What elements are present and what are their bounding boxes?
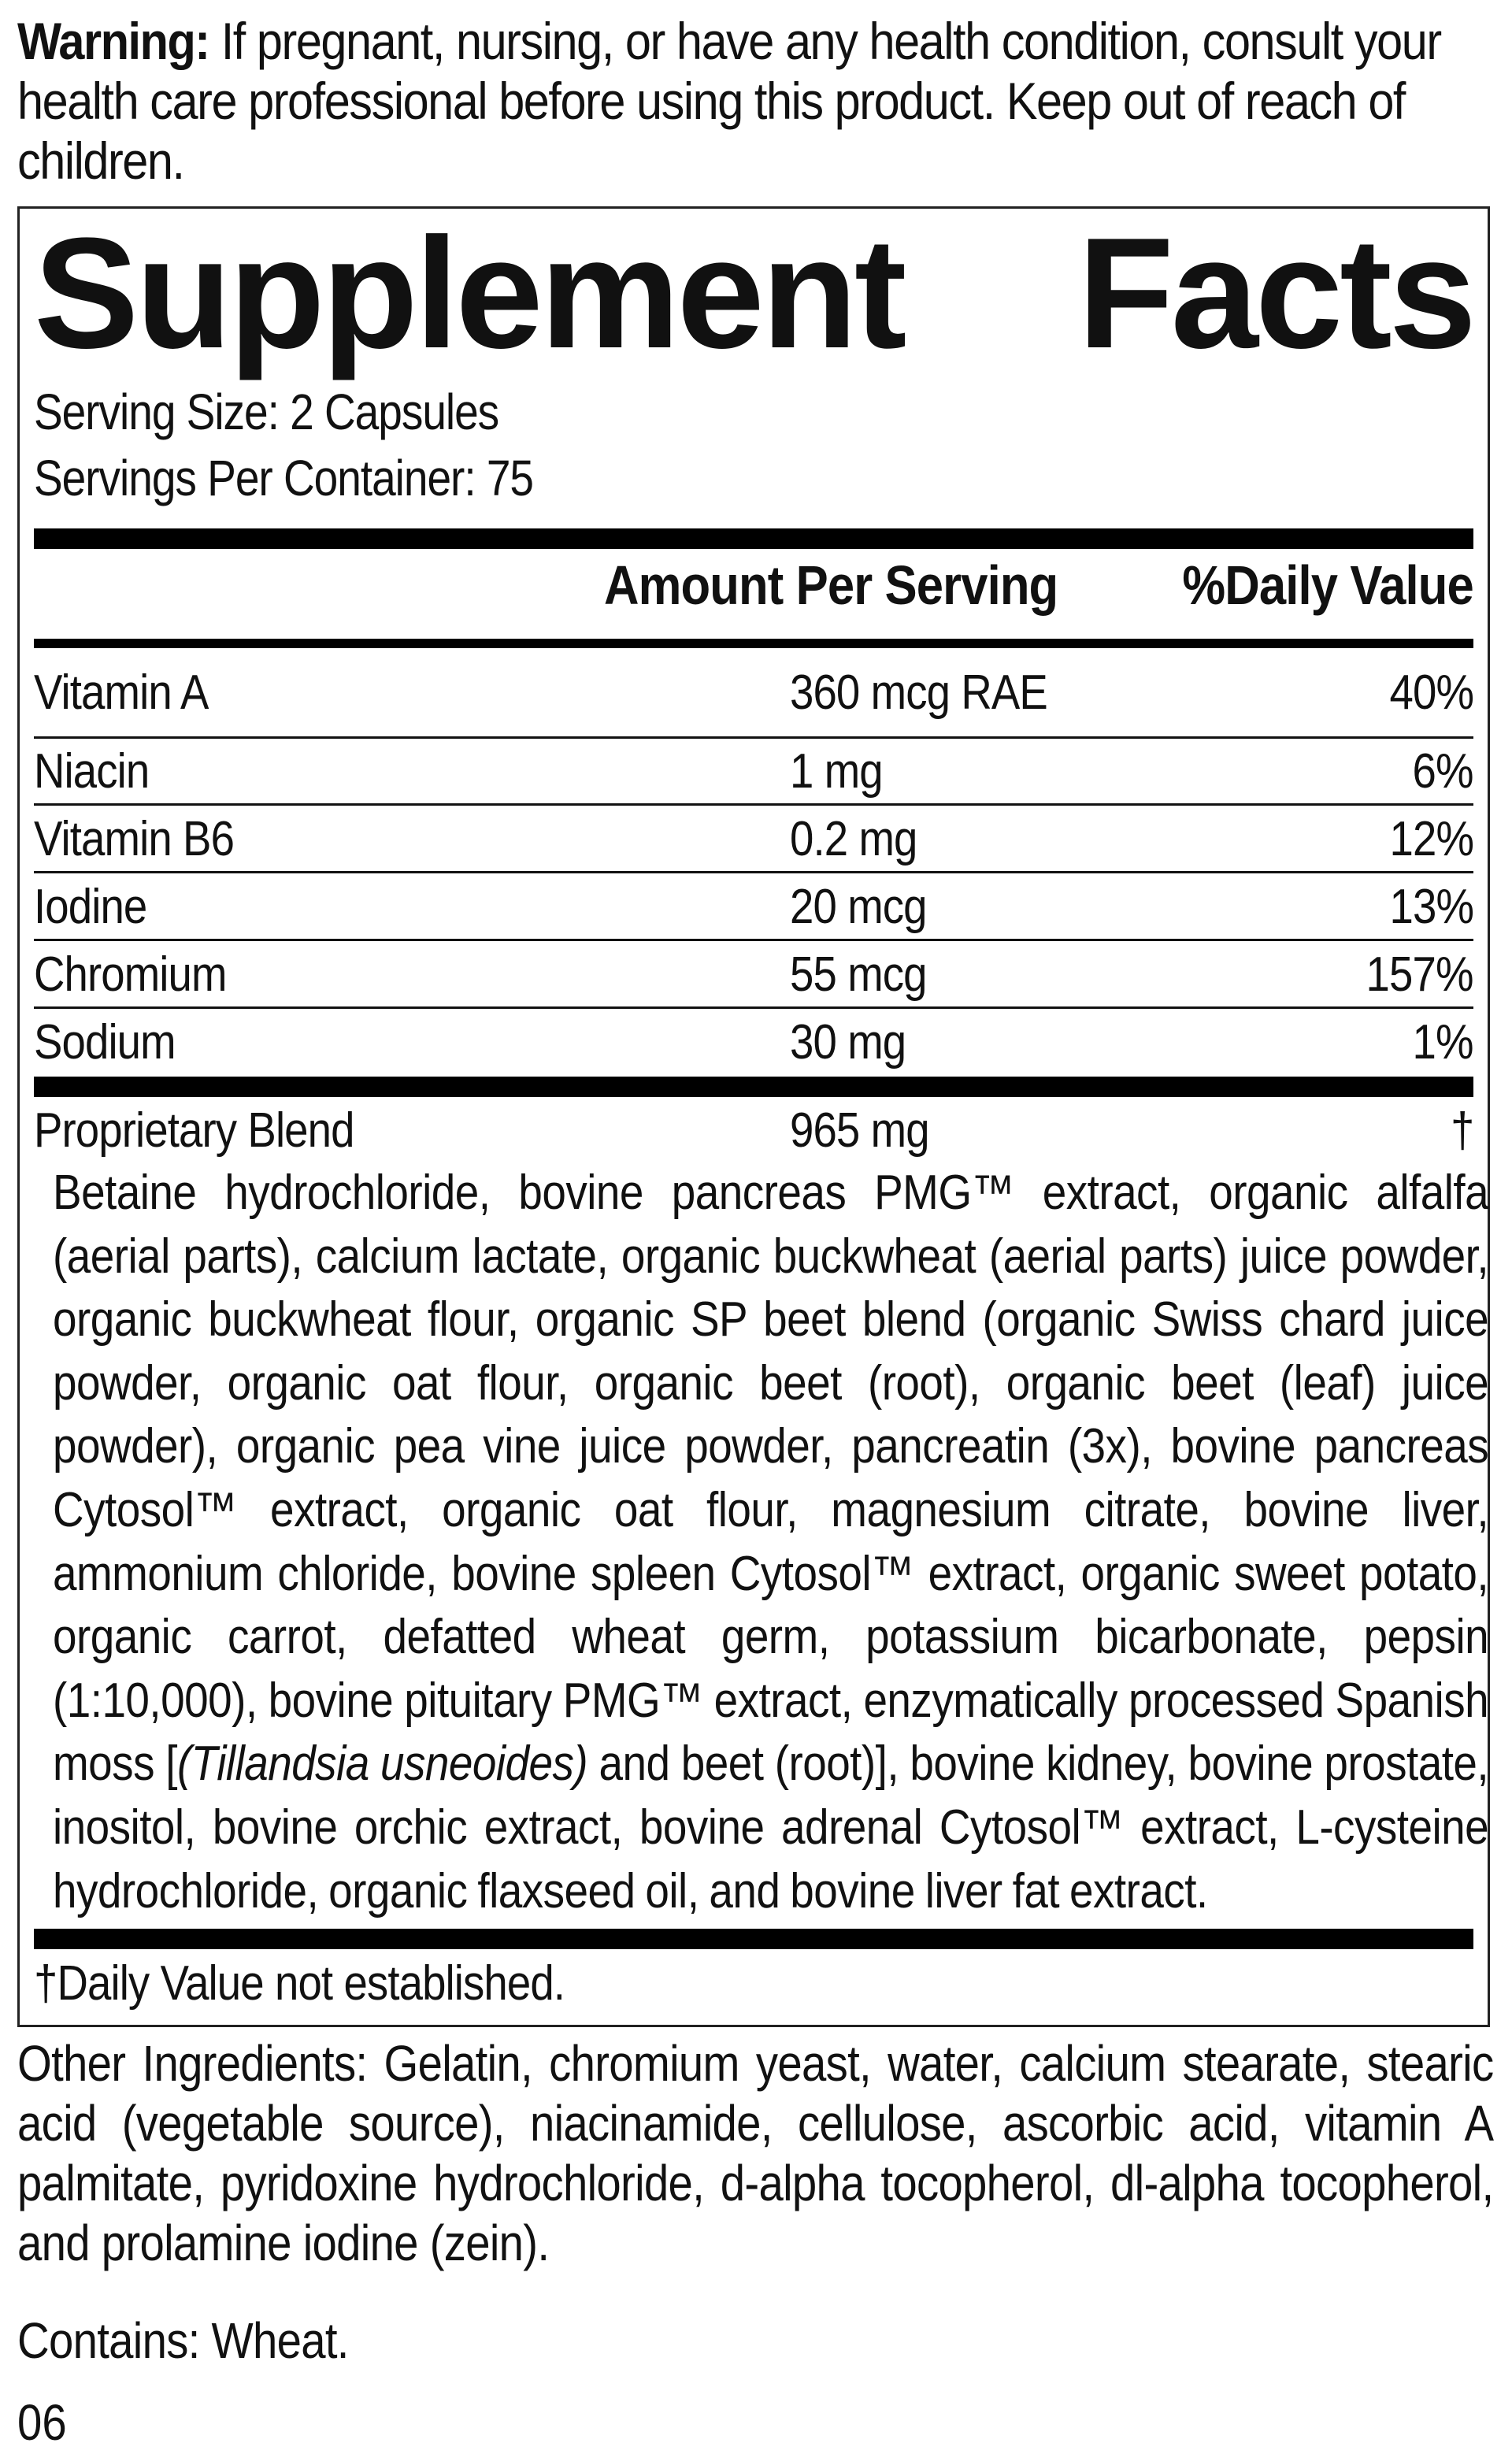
blend-row [34, 1097, 1473, 1165]
nutrient-amount: 0.2 mg [790, 812, 917, 866]
label-code: 06 [17, 2394, 67, 2451]
nutrient-dv: 40% [1389, 665, 1473, 720]
nutrient-dv: 157% [1366, 947, 1473, 1002]
title-word-supplement: Supplement [34, 206, 904, 381]
blend-name: Proprietary Blend [34, 1103, 354, 1158]
divider-thick-blend [34, 1077, 1473, 1097]
nutrient-dv: 1% [1412, 1015, 1473, 1069]
nutrient-amount: 30 mg [790, 1015, 906, 1069]
blend-ingredients-part1: Betaine hydrochloride, bovine pancreas PMG™ extract, organic alfalfa (aerial parts), calcium lactate, organic buckwheat (aerial parts) juice powder, organic buckwheat flour, organic SP beet blend (organic Swiss chard juice powder, organic oat flour, organic beet (root), organic beet (leaf) juice powder), organic pea vine juice powder, pancreatin (3x), bovine pancreas Cytosol™ extract, organic oat flour, magnesium citrate, bovine liver, ammonium chloride, bovine spleen Cytosol™ extract, organic sweet potato, organic carrot, defatted wheat germ, potassium bicarbonate, pepsin (1:10,000), bovine pituitary PMG™ extract, enzymatically processed Spanish moss [ [53, 1166, 1489, 1792]
serving-size: Serving Size: 2 Capsules [34, 384, 499, 440]
nutrient-dv: 12% [1389, 812, 1473, 866]
nutrient-row [34, 873, 1473, 941]
divider-thick-top [34, 528, 1473, 549]
nutrient-row [34, 659, 1473, 727]
panel-title [34, 206, 1473, 381]
divider-thick-bottom [34, 1929, 1473, 1949]
other-ingredients [17, 2033, 1495, 2273]
divider-header [34, 639, 1473, 648]
nutrient-name: Vitamin B6 [34, 812, 235, 866]
warning-label: Warning: [17, 12, 209, 70]
nutrient-row [34, 941, 1473, 1009]
nutrient-name: Niacin [34, 744, 150, 799]
nutrient-amount: 360 mcg RAE [790, 665, 1047, 720]
nutrient-row [34, 738, 1473, 806]
blend-dv: † [1450, 1103, 1473, 1158]
other-ingredients-text: Other Ingredients: Gelatin, chromium yeast, water, calcium stearate, stearic acid (vegetable source), niacinamide, cellulose, ascorbic acid, vitamin A palmitate, pyridoxine hydrochloride, d-alpha tocopherol, dl-alpha tocopherol, and prolamine iodine (zein). [17, 2035, 1494, 2271]
blend-ingredients [53, 1162, 1489, 1923]
blend-ingredients-italic: (Tillandsia usneoides) [177, 1737, 588, 1792]
title-word-facts: Facts [1077, 206, 1473, 381]
warning-text [17, 11, 1492, 191]
daily-value-footnote: †Daily Value not established. [34, 1956, 565, 2011]
label-page [17, 11, 1495, 191]
nutrient-row [34, 1009, 1473, 1077]
allergen-contains: Contains: Wheat. [17, 2312, 349, 2369]
nutrient-name: Sodium [34, 1015, 176, 1069]
header-daily-value: %Daily Value [1182, 554, 1473, 616]
servings-per-container: Servings Per Container: 75 [34, 450, 534, 506]
warning-body: If pregnant, nursing, or have any health condition, consult your health care professional before using this product. Keep out of reach of children. [17, 12, 1441, 190]
nutrient-amount: 1 mg [790, 744, 883, 799]
nutrient-dv: 6% [1412, 744, 1473, 799]
nutrient-name: Chromium [34, 947, 227, 1002]
nutrient-dv: 13% [1389, 880, 1473, 934]
blend-amount: 965 mg [790, 1103, 929, 1158]
nutrient-amount: 20 mcg [790, 880, 927, 934]
nutrient-amount: 55 mcg [790, 947, 927, 1002]
nutrient-name: Vitamin A [34, 665, 209, 720]
nutrient-name: Iodine [34, 880, 147, 934]
supplement-facts-panel [17, 206, 1490, 2027]
nutrient-row [34, 806, 1473, 873]
blend-ingredients-part2: and beet (root)], bovine kidney, bovine prostate, inositol, bovine orchic extract, bovine adrenal Cytosol™ extract, L-cysteine hydrochloride, organic flaxseed oil, and bovine liver fat extract. [53, 1737, 1489, 1918]
header-amount-per-serving: Amount Per Serving [604, 554, 1058, 616]
